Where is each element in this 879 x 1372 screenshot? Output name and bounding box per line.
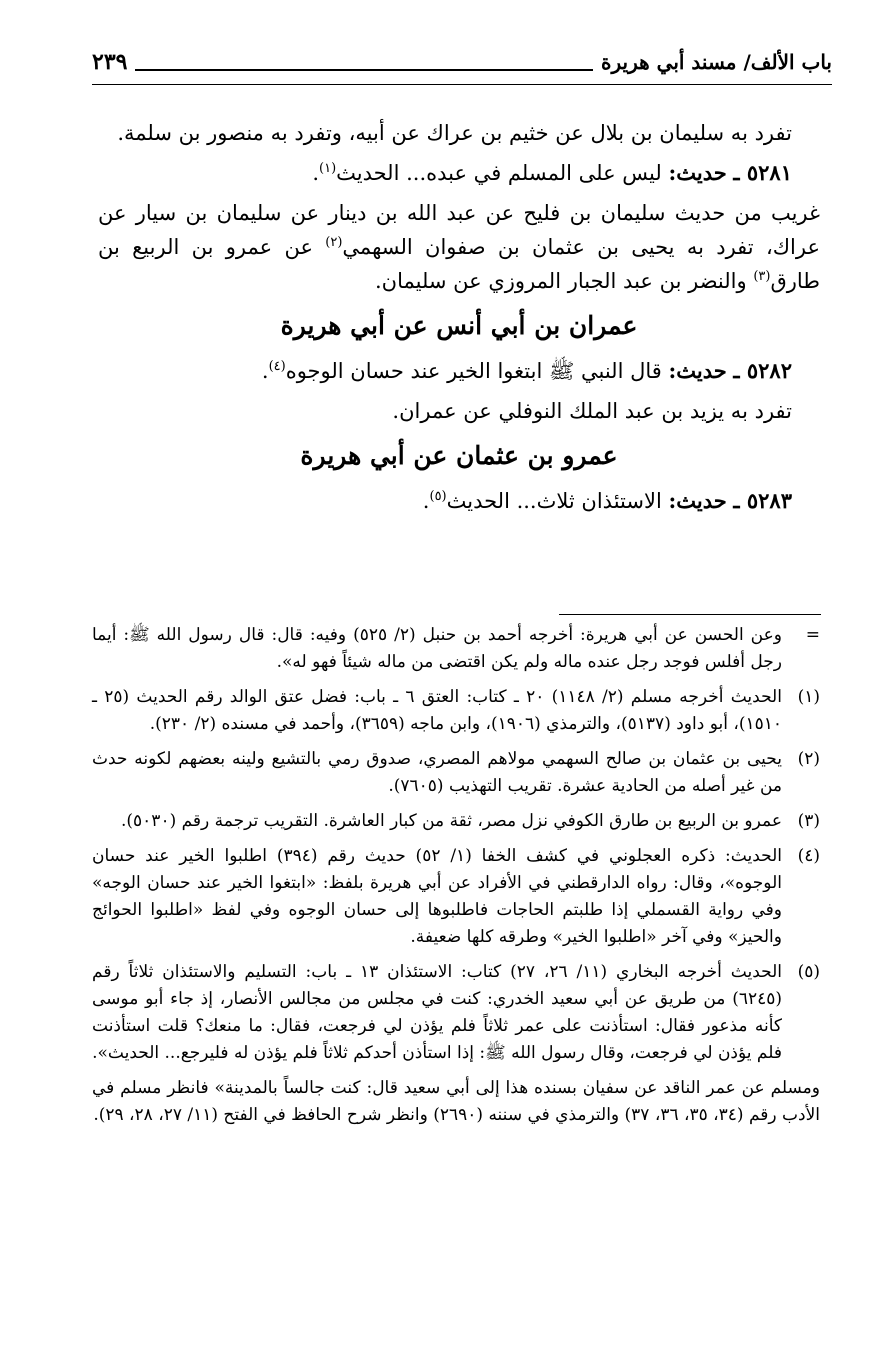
footnote-text: يحيى بن عثمان بن صالح السهمي مولاهم المصري، صدوق رمي بالتشيع ولينه بعضهم لكونه حدث من غير أصله من الحادية عشرة. تقريب التهذيب (٧٦٠٥).	[92, 749, 782, 796]
entry-number: ٥٢٨٢ ـ	[733, 358, 792, 383]
footnote-marker: (٣)	[797, 811, 820, 831]
footnote-5-continuation: ومسلم عن عمر الناقد عن سفيان بسنده هذا إلى أبي سعيد قال: كنت جالساً بالمدينة» فانظر مسلم في الأدب رقم (٣٤، ٣٥، ٣٦، ٣٧) والترمذي في سننه (٢٦٩٠) وانظر شرح الحافظ في الفتح (١١/ ٢٧، ٢٨، ٢٩).	[92, 1078, 820, 1125]
paragraph: تفرد به يزيد بن عبد الملك النوفلي عن عمران.	[392, 399, 792, 423]
paragraph-text: غريب من حديث سليمان بن فليح عن عبد الله بن دينار عن سليمان بن سيار عن عراك، تفرد به يحيى بن عثمان بن صفوان السهمي	[98, 201, 820, 259]
entry-end: .	[261, 359, 269, 383]
footnote-text: وعن الحسن عن أبي هريرة: أخرجه أحمد بن حنبل (٢/ ٥٢٥) وفيه: قال: قال رسول الله ﷺ: أيما رجل أفلس فوجد رجل عنده ماله ولم يكن اقتضى من ماله شيئاً فهو له».	[92, 625, 782, 672]
entry-text: قال النبي ﷺ ابتغوا الخير عند حسان الوجوه	[285, 359, 662, 383]
entry-end: .	[312, 161, 319, 185]
header-divider	[92, 84, 832, 85]
footnote-ref: (٤)	[268, 359, 286, 374]
entry-number: ٥٢٨١ ـ	[733, 160, 792, 185]
paragraph-text: عن عمرو بن الربيع بن طارق	[98, 235, 820, 293]
footnote-ref: (٣)	[753, 269, 771, 284]
footnote-ref: (٢)	[325, 235, 343, 250]
footnote-2	[92, 746, 820, 800]
footnote-5	[92, 959, 820, 1067]
entry-text: الاستئذان ثلاث... الحديث	[446, 489, 662, 513]
footnote-marker: (١)	[797, 687, 820, 707]
hadith-entry-5283	[98, 484, 820, 518]
hadith-entry-5281	[98, 156, 820, 190]
footnote-4	[92, 843, 820, 951]
footnote-text: عمرو بن الربيع بن طارق الكوفي نزل مصر، ثقة من كبار العاشرة. التقريب ترجمة رقم (٥٠٣٠).	[121, 811, 782, 831]
page-header	[92, 44, 832, 80]
footnote-marker: (٢)	[797, 749, 820, 769]
footnote-text: الحديث: ذكره العجلوني في كشف الخفا (١/ ٥٢) حديث رقم (٣٩٤) اطلبوا الخير عند حسان الوجوه»، وقال: رواه الدارقطني في الأفراد عن أبي هريرة بلفظ: «ابتغوا الخير عند حسان الوجه» وفي رواية القسملي إذا طلبتم الحاجات فاطلبوها إلى حسان الوجوه وفي لفظ «اطلبوا الحوائج والحيز» وفي آخر «اطلبوا الخير» وطرقه كلها ضعيفة.	[92, 846, 783, 947]
running-title: باب الألف/ مسند أبي هريرة	[601, 50, 832, 74]
entry-text: ليس على المسلم في عبده... الحديث	[336, 161, 662, 185]
footnote-body	[92, 959, 782, 1067]
footnote-marker: =	[805, 625, 820, 645]
footnote-marker: (٤)	[797, 846, 820, 866]
footnote-3	[92, 808, 820, 835]
footnote-1	[92, 684, 820, 738]
footnotes	[92, 622, 820, 1129]
header-rule	[135, 69, 593, 71]
main-text	[98, 116, 820, 524]
footnote-ref: (١)	[319, 161, 337, 176]
paragraph	[98, 196, 820, 298]
footnote-text: الحديث أخرجه البخاري (١١/ ٢٦، ٢٧) كتاب: الاستئذان ١٣ ـ باب: التسليم والاستئذان ثلاثاً رقم (٦٢٤٥) من طريق عن أبي سعيد الخدري: كنت في مجلس من مجالس الأنصار، إذ جاء أبو موسى كأنه مذعور فقال: استأذنت على عمر ثلاثاً فلم يؤذن لي فرجعت، فقال: ما منعك؟ قلت استأذنت فلم يؤذن لي فرجعت، وقال رسول الله ﷺ: إذا استأذن أحدكم ثلاثاً فلم يؤذن له فليرجع... الحديث».	[92, 962, 783, 1063]
section-heading: عمران بن أبي أنس عن أبي هريرة	[280, 311, 638, 340]
footnote-ref: (٥)	[429, 489, 447, 504]
footnote-continuation	[92, 622, 820, 676]
entry-label: حديث:	[668, 488, 727, 513]
entry-label: حديث:	[668, 358, 727, 383]
footnote-text: الحديث أخرجه مسلم (٢/ ١١٤٨) ٢٠ ـ كتاب: العتق ٦ ـ باب: فضل عتق الوالد رقم الحديث (٢٥ ـ ١٥١٠)، أبو داود (٥١٣٧)، والترمذي (١٩٠٦)، وابن ماجه (٣٦٥٩)، وأحمد في مسنده (٢/ ٢٣٠).	[92, 687, 782, 734]
entry-number: ٥٢٨٣ ـ	[733, 488, 792, 513]
page-number: ٢٣٩	[92, 49, 128, 75]
paragraph-text: والنضر بن عبد الجبار المروزي عن سليمان.	[374, 269, 754, 293]
footnote-divider	[559, 614, 821, 615]
hadith-entry-5282	[98, 354, 820, 388]
paragraph: تفرد به سليمان بن بلال عن خثيم بن عراك عن أبيه، وتفرد به منصور بن سلمة.	[117, 121, 792, 145]
footnote-marker: (٥)	[797, 962, 820, 982]
entry-label: حديث:	[668, 160, 727, 185]
entry-end: .	[422, 489, 430, 513]
section-heading: عمرو بن عثمان عن أبي هريرة	[300, 441, 618, 470]
